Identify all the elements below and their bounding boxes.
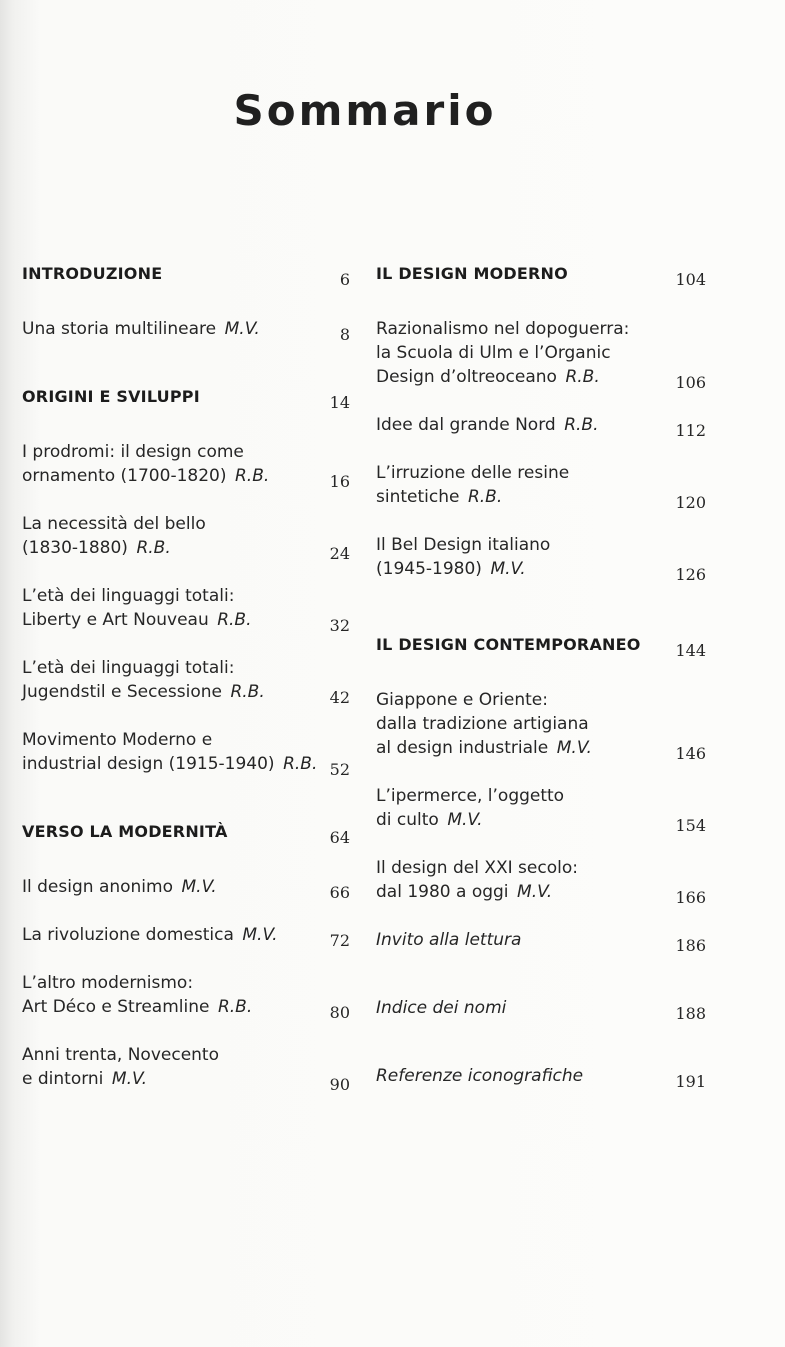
- spacer: [376, 286, 706, 317]
- spacer: [22, 844, 350, 875]
- entry-author: M.V.: [490, 559, 526, 579]
- entry-title: [22, 440, 330, 488]
- spacer: [376, 952, 706, 996]
- spacer: [22, 947, 350, 971]
- spacer: [376, 389, 706, 413]
- toc-entry[interactable]: [22, 440, 350, 491]
- page-number: 186: [675, 936, 706, 955]
- entry-author: M.V.: [517, 882, 553, 902]
- entry-title: [376, 533, 675, 581]
- entry-author: R.B.: [217, 997, 253, 1017]
- page-number: 72: [329, 931, 350, 950]
- page-number: 80: [329, 1003, 350, 1022]
- entry-label: INTRODUZIONE: [22, 264, 163, 283]
- toc-section[interactable]: [22, 820, 350, 847]
- entry-title: [376, 784, 675, 832]
- toc-entry[interactable]: [22, 875, 350, 902]
- page-number: 6: [339, 270, 350, 289]
- entry-line: (1945-1980) M.V.: [376, 559, 526, 579]
- entry-author: R.B.: [467, 487, 503, 507]
- page-number: 126: [675, 565, 706, 584]
- toc-entry[interactable]: [376, 413, 706, 440]
- entry-line: I prodromi: il design come: [22, 442, 244, 462]
- page-number: 188: [675, 1004, 706, 1023]
- entry-title: [22, 875, 330, 899]
- spacer: [22, 488, 350, 512]
- entry-line: sintetiche R.B.: [376, 487, 503, 507]
- entry-title: [376, 688, 675, 760]
- entry-line: Liberty e Art Nouveau R.B.: [22, 610, 252, 630]
- entry-line: L’età dei linguaggi totali:: [22, 658, 235, 678]
- section-title: [22, 820, 330, 844]
- entry-line: Giappone e Oriente:: [376, 690, 548, 710]
- page-number: 154: [675, 816, 706, 835]
- entry-line: Anni trenta, Novecento: [22, 1045, 219, 1065]
- section-title: [376, 633, 675, 657]
- page-number: 16: [329, 472, 350, 491]
- entry-title: [22, 923, 330, 947]
- toc-entry[interactable]: [376, 784, 706, 835]
- entry-line: Una storia multilineare M.V.: [22, 319, 260, 339]
- spacer: [22, 341, 350, 385]
- entry-line: e dintorni M.V.: [22, 1069, 148, 1089]
- spacer: [376, 657, 706, 688]
- entry-line: Il Bel Design italiano: [376, 535, 551, 555]
- toc-entry[interactable]: [376, 688, 706, 763]
- page-number: 106: [675, 373, 706, 392]
- entry-line: dalla tradizione artigiana: [376, 714, 589, 734]
- entry-author: R.B.: [217, 610, 252, 630]
- entry-line: L’età dei linguaggi totali:: [22, 586, 235, 606]
- entry-line: Design d’oltreoceano R.B.: [376, 367, 600, 387]
- spacer: [22, 409, 350, 440]
- entry-line: ornamento (1700-1820) R.B.: [22, 466, 270, 486]
- entry-title: [22, 728, 330, 776]
- page-number: 146: [675, 744, 706, 763]
- page-number: 14: [329, 393, 350, 412]
- toc-section[interactable]: [22, 385, 350, 412]
- entry-author: R.B.: [136, 538, 171, 558]
- entry-title: [22, 656, 330, 704]
- toc-section[interactable]: [376, 262, 706, 289]
- toc-entry[interactable]: [22, 317, 350, 344]
- entry-author: M.V.: [224, 319, 260, 339]
- toc-entry[interactable]: [376, 856, 706, 907]
- entry-line: Il design del XXI secolo:: [376, 858, 578, 878]
- entry-title: [22, 971, 330, 1019]
- entry-line: al design industriale M.V.: [376, 738, 592, 758]
- spacer: [22, 899, 350, 923]
- entry-author: M.V.: [111, 1069, 148, 1089]
- spacer: [376, 509, 706, 533]
- entry-title: [376, 928, 675, 952]
- section-title: [22, 262, 340, 286]
- entry-author: R.B.: [565, 367, 600, 387]
- spacer: [376, 904, 706, 928]
- entry-label: VERSO LA MODERNITÀ: [22, 822, 228, 841]
- toc-appendix-entry[interactable]: [376, 996, 706, 1023]
- entry-line: Art Déco e Streamline R.B.: [22, 997, 253, 1017]
- entry-line: di culto M.V.: [376, 810, 483, 830]
- entry-line: Razionalismo nel dopoguerra:: [376, 319, 630, 339]
- toc-appendix-entry[interactable]: [376, 1064, 706, 1091]
- spacer: [22, 560, 350, 584]
- entry-label: Invito alla lettura: [376, 930, 522, 950]
- toc-entry[interactable]: [376, 317, 706, 392]
- entry-line: La rivoluzione domestica M.V.: [22, 925, 278, 945]
- entry-line: La necessità del bello: [22, 514, 206, 534]
- entry-title: [22, 1043, 330, 1091]
- spacer: [376, 581, 706, 633]
- page-number: 42: [329, 688, 350, 707]
- entry-line: dal 1980 a oggi M.V.: [376, 882, 553, 902]
- toc-column-left: [22, 262, 350, 1094]
- page-number: 8: [339, 325, 350, 344]
- entry-title: [22, 317, 340, 341]
- entry-author: R.B.: [230, 682, 265, 702]
- toc-section[interactable]: [376, 633, 706, 660]
- spacer: [376, 1020, 706, 1064]
- page-number: 112: [675, 421, 706, 440]
- toc-entry[interactable]: [22, 971, 350, 1022]
- entry-author: M.V.: [181, 877, 217, 897]
- page-number: 64: [329, 828, 350, 847]
- entry-title: [376, 461, 675, 509]
- spacer: [22, 1019, 350, 1043]
- entry-line: L’irruzione delle resine: [376, 463, 570, 483]
- page-number: 24: [329, 544, 350, 563]
- spacer: [22, 632, 350, 656]
- toc-entry[interactable]: [22, 1043, 350, 1094]
- page-number: 191: [675, 1072, 706, 1091]
- spacer: [376, 760, 706, 784]
- spacer: [376, 832, 706, 856]
- entry-label: Referenze iconografiche: [376, 1066, 584, 1086]
- entry-line: Movimento Moderno e: [22, 730, 213, 750]
- entry-author: M.V.: [447, 810, 483, 830]
- toc-entry[interactable]: [22, 656, 350, 707]
- page-number: 52: [329, 760, 350, 779]
- page-number: 32: [329, 616, 350, 635]
- entry-line: industrial design (1915-1940) R.B.: [22, 754, 318, 774]
- page-number: 90: [329, 1075, 350, 1094]
- entry-author: R.B.: [234, 466, 270, 486]
- entry-label: Indice dei nomi: [376, 998, 507, 1018]
- entry-author: R.B.: [283, 754, 318, 774]
- page-title: Sommario: [233, 86, 497, 135]
- entry-author: R.B.: [564, 415, 599, 435]
- entry-label: IL DESIGN MODERNO: [376, 264, 568, 283]
- spacer: [22, 704, 350, 728]
- entry-line: Jugendstil e Secessione R.B.: [22, 682, 265, 702]
- entry-line: L’altro modernismo:: [22, 973, 194, 993]
- entry-label: ORIGINI E SVILUPPI: [22, 387, 200, 406]
- page-number: 166: [675, 888, 706, 907]
- toc-appendix-entry[interactable]: [376, 928, 706, 955]
- entry-line: L’ipermerce, l’oggetto: [376, 786, 565, 806]
- entry-line: Idee dal grande Nord R.B.: [376, 415, 599, 435]
- spacer: [22, 776, 350, 820]
- entry-author: M.V.: [556, 738, 592, 758]
- toc-entry[interactable]: [376, 461, 706, 512]
- section-title: [22, 385, 330, 409]
- toc-entry[interactable]: [376, 533, 706, 584]
- section-title: [376, 262, 675, 286]
- entry-title: [376, 413, 675, 437]
- toc-entry[interactable]: [22, 923, 350, 950]
- toc-section[interactable]: [22, 262, 350, 289]
- page-number: 120: [675, 493, 706, 512]
- entry-title: [376, 1064, 675, 1088]
- entry-author: M.V.: [242, 925, 278, 945]
- toc-entry[interactable]: [22, 728, 350, 779]
- entry-line: Il design anonimo M.V.: [22, 877, 217, 897]
- entry-line: la Scuola di Ulm e l’Organic: [376, 343, 611, 363]
- entry-title: [376, 856, 675, 904]
- entry-title: [22, 584, 330, 632]
- entry-label: IL DESIGN CONTEMPORANEO: [376, 635, 641, 654]
- spacer: [22, 286, 350, 317]
- entry-line: (1830-1880) R.B.: [22, 538, 171, 558]
- spacer: [376, 437, 706, 461]
- page-number: 66: [329, 883, 350, 902]
- page-number: 104: [675, 270, 706, 289]
- entry-title: [376, 996, 675, 1020]
- toc-entry[interactable]: [22, 512, 350, 563]
- page-number: 144: [675, 641, 706, 660]
- entry-title: [376, 317, 675, 389]
- entry-title: [22, 512, 330, 560]
- toc-entry[interactable]: [22, 584, 350, 635]
- toc-column-right: [376, 262, 706, 1091]
